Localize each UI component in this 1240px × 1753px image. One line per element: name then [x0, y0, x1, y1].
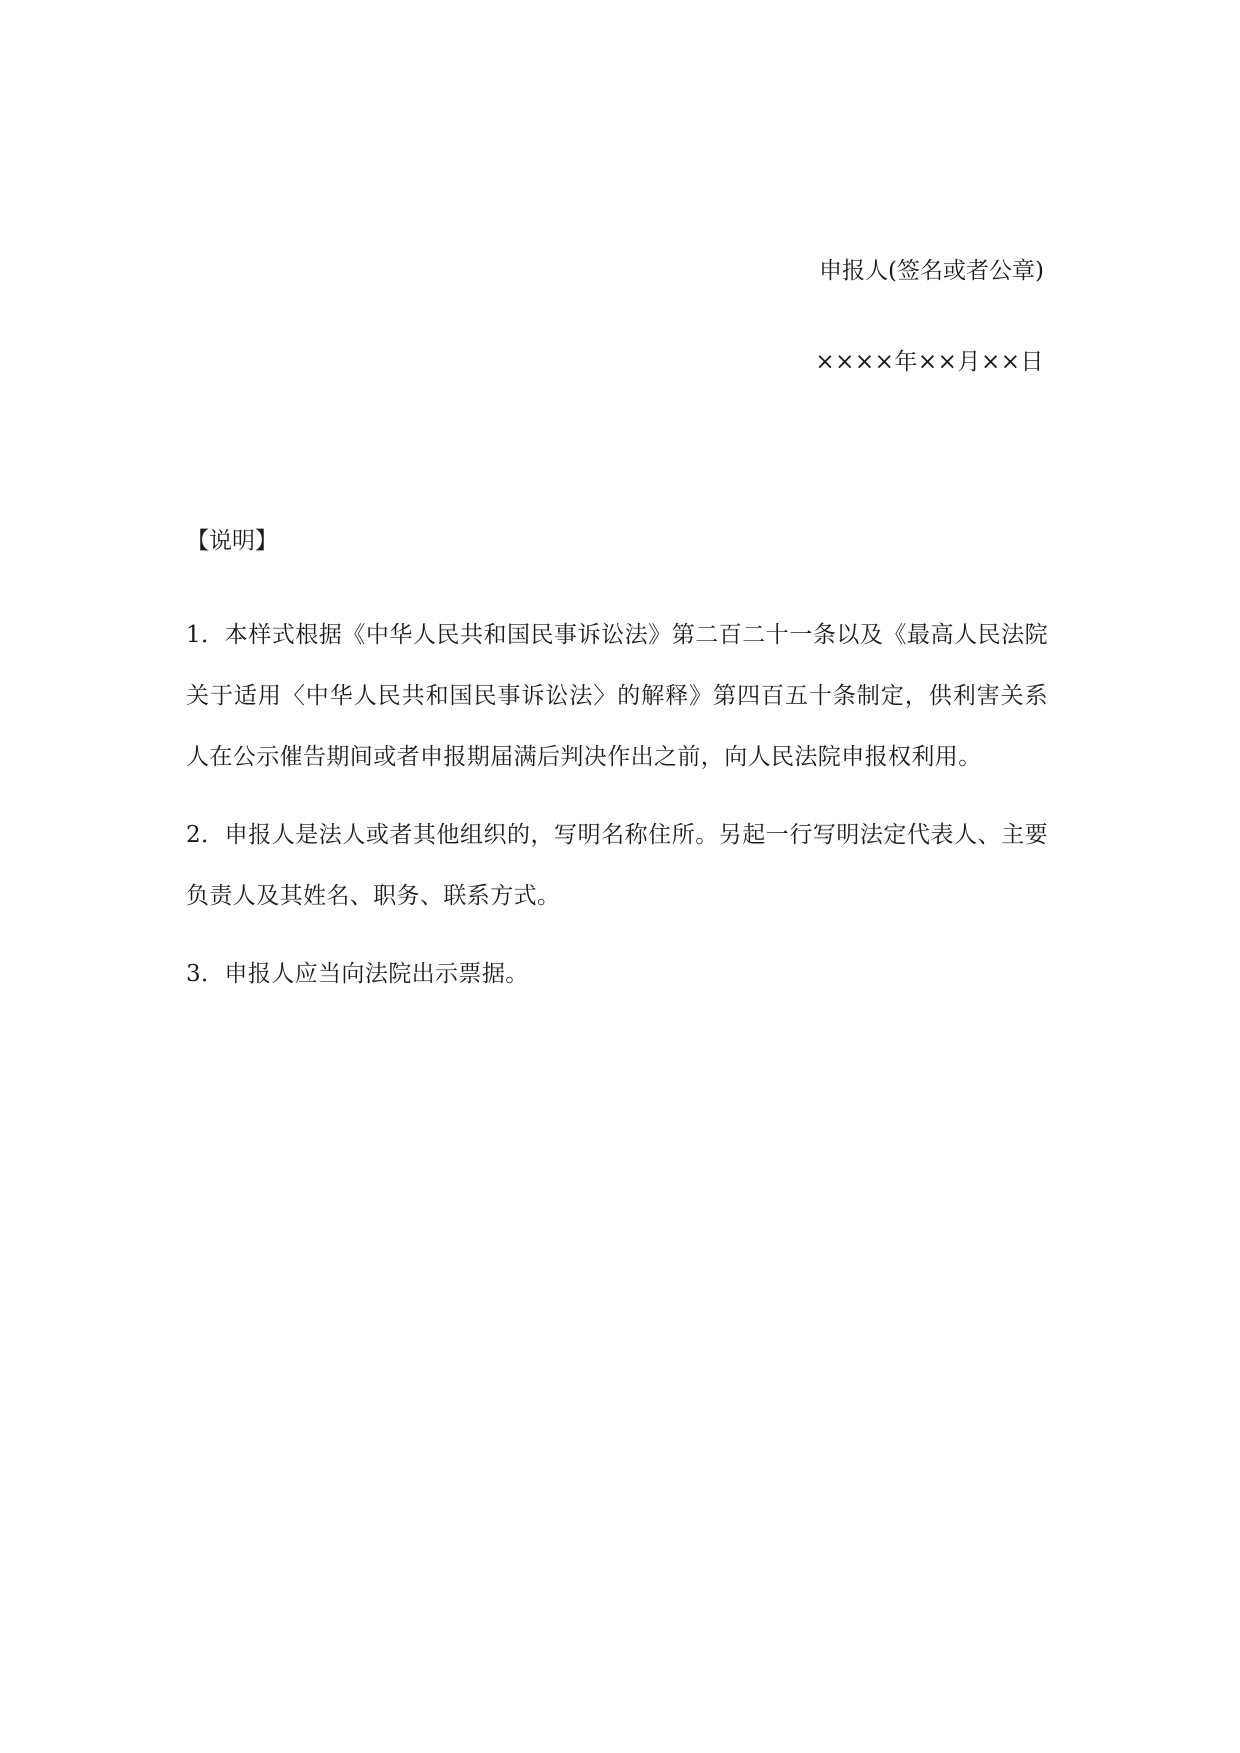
- note-item-3: 3．申报人应当向法院出示票据。: [186, 961, 529, 987]
- date-placeholder: ××××年××月××日: [815, 349, 1044, 375]
- notes-section: [186, 522, 1048, 1022]
- notes-heading: 【说明】: [186, 528, 278, 554]
- signature-block: [815, 252, 1044, 381]
- declarant-signature-label: 申报人(签名或者公章): [819, 258, 1044, 284]
- note-item-1: 1．本样式根据《中华人民共和国民事诉讼法》第二百二十一条以及《最高人民法院关于适用〈中华人民共和国民事诉讼法〉的解释》第四百五十条制定，供利害关系人在公示催告期间或者申报期届满后判决作出之前，向人民法院申报权利用。: [186, 622, 1048, 770]
- note-item-2: 2．申报人是法人或者其他组织的，写明名称住所。另起一行写明法定代表人、主要负责人及其姓名、职务、联系方式。: [186, 822, 1048, 909]
